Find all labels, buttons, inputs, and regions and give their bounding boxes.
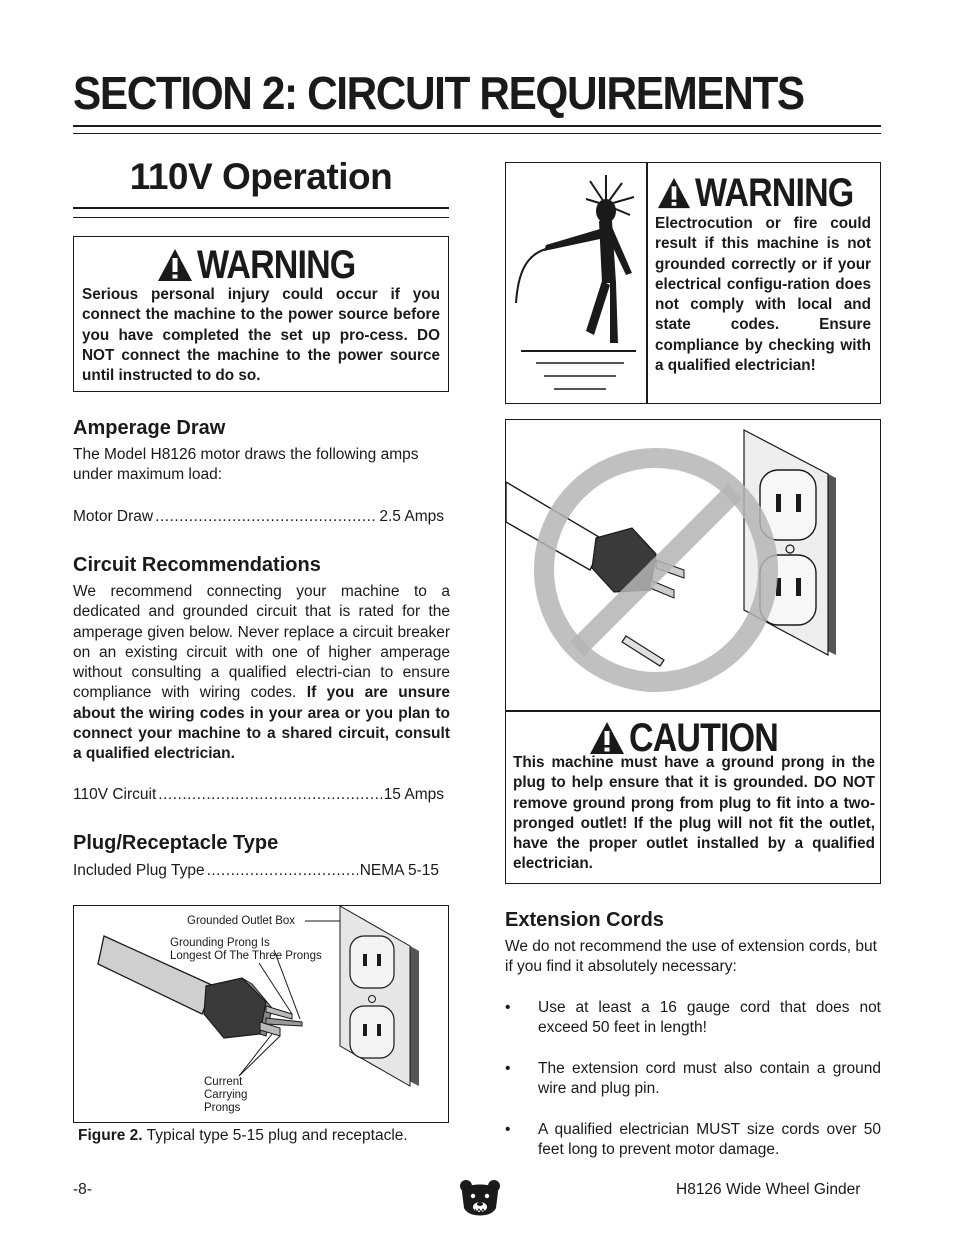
bullet-dot: •	[505, 1121, 511, 1138]
caption-text: Typical type 5-15 plug and receptacle.	[146, 1127, 408, 1144]
amperage-text: The Model H8126 motor draws the following amps under maximum load:	[73, 446, 419, 484]
circuit-text	[73, 582, 450, 765]
warning-word: WARNING	[196, 242, 355, 287]
caution-box	[505, 419, 881, 884]
extension-bullet-1	[505, 998, 881, 1040]
subsection-title: 110V Operation	[129, 156, 393, 197]
caption-bold: Figure 2.	[78, 1127, 143, 1144]
bullet-dot: •	[505, 1060, 511, 1077]
subsection-rule-bottom	[73, 217, 449, 218]
no-two-prong-illustration	[506, 420, 879, 710]
warning-header	[74, 243, 448, 287]
circuit-value: 15 Amps	[383, 786, 444, 803]
bullet-dot: •	[505, 999, 511, 1016]
caution-text: This machine must have a ground prong in the plug to help ensure that it is grounded. DO NOT remove ground prong from plug to fit into a two-pronged outlet! If the plug will not fit the outlet, have the proper outlet installed by a qualified electrician.	[513, 754, 875, 873]
plug-label: Included Plug Type	[73, 862, 205, 879]
section-title: SECTION 2: CIRCUIT REQUIREMENTS	[73, 67, 804, 119]
warning-header-2	[648, 171, 880, 215]
extension-bullet-3	[505, 1120, 881, 1162]
warning-box-setup	[73, 236, 449, 392]
plug-value: NEMA 5-15	[359, 862, 439, 879]
plug-row	[73, 861, 439, 881]
figure-2-caption	[78, 1127, 408, 1145]
extension-heading: Extension Cords	[505, 909, 664, 931]
figure-2	[73, 905, 449, 1123]
page-number: -8-	[73, 1181, 92, 1198]
warning-word-2: WARNING	[695, 170, 854, 215]
label-outlet-box: Grounded Outlet Box	[187, 915, 296, 927]
bullet-text: A qualified electrician MUST size cords over 50 feet long to prevent motor damage.	[538, 1121, 881, 1159]
caution-divider	[506, 710, 880, 712]
plug-heading: Plug/Receptacle Type	[73, 832, 279, 854]
warning-triangle-icon	[656, 176, 692, 210]
bear-logo-icon	[458, 1178, 502, 1222]
footer-model: H8126 Wide Wheel Ginder	[676, 1181, 861, 1198]
label-grounding-prong-1: Grounding Prong Is	[170, 937, 270, 949]
warning-triangle-icon	[156, 247, 194, 283]
bullet-text: Use at least a 16 gauge cord that does not exceed 50 feet in length!	[538, 999, 881, 1037]
caution-word: CAUTION	[628, 715, 778, 760]
circuit-text-regular: We recommend connecting your machine to a dedicated and grounded circuit that is rated for the amperage given below. Never replace a circuit breaker on an existing circuit with one of higher amperage without consulting a qualified electri-cian to ensure compliance with wiring codes.	[73, 583, 450, 702]
motor-draw-row	[73, 507, 444, 527]
label-grounding-prong-2: Longest Of The Three Prongs	[170, 950, 322, 962]
warning-text-2: Electrocution or fire could result if this machine is not grounded correctly or if your electrical configu-ration does not comply with local and state codes. Ensure compliance by checking with a qualified electrician!	[655, 215, 871, 375]
subsection-rule-top	[73, 207, 449, 209]
electrocution-illustration	[506, 163, 645, 402]
header-rule-top	[73, 125, 881, 127]
extension-text: We do not recommend the use of extension cords, but if you find it absolutely necessary:	[505, 938, 877, 976]
warning-text: Serious personal injury could occur if you connect the machine to the power source before you have completed the set up pro-cess. DO NOT connect the machine to the power source until instructed to do so.	[82, 286, 440, 385]
warning-triangle-icon	[588, 720, 626, 756]
label-current-2: Carrying	[204, 1089, 248, 1101]
circuit-label: 110V Circuit	[73, 786, 157, 803]
motor-draw-label: Motor Draw	[73, 508, 154, 525]
circuit-row	[73, 785, 444, 805]
header-rule-bottom	[73, 133, 881, 134]
label-current-1: Current	[204, 1076, 243, 1088]
motor-draw-value: 2.5 Amps	[379, 508, 444, 525]
circuit-text-bold: If you are unsure about the wiring codes in your area or you plan to connect your machine to a shared circuit, consult a qualified electrician.	[73, 684, 450, 763]
amperage-heading: Amperage Draw	[73, 417, 226, 439]
label-current-3: Prongs	[204, 1102, 241, 1114]
warning-box-electrocution	[505, 162, 881, 404]
circuit-heading: Circuit Recommendations	[73, 554, 321, 576]
bullet-text: The extension cord must also contain a ground wire and plug pin.	[538, 1060, 881, 1098]
extension-bullet-2	[505, 1059, 881, 1101]
